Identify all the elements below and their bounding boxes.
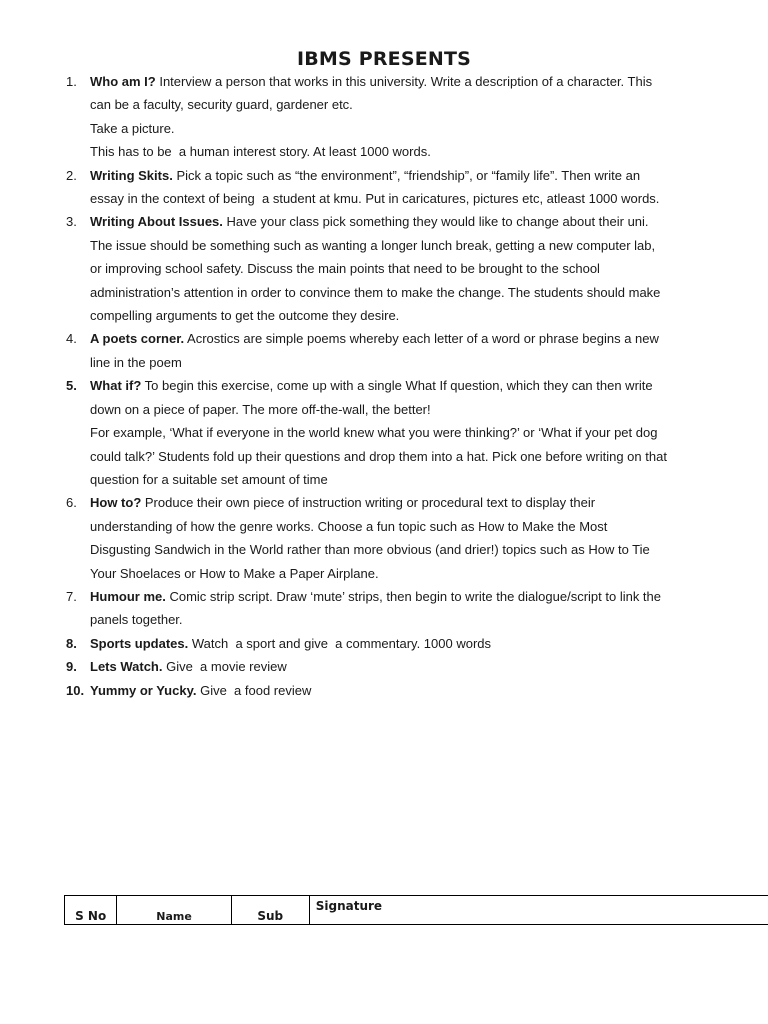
list-item-text: Pick a topic such as “the environment”, “friendship”, or “family life”. Then write an xyxy=(172,167,641,183)
list-item-text: For example, ‘What if everyone in the world knew what you were thinking?’ or ‘What if your pet dog xyxy=(90,425,658,441)
list-item-line xyxy=(90,117,688,140)
list-item-line xyxy=(90,585,688,608)
list-item-text: line in the poem xyxy=(90,354,182,370)
list-item-line xyxy=(90,281,688,304)
list-item-number: 6. xyxy=(66,495,77,511)
list-item-text: panels together. xyxy=(90,612,183,628)
list-item xyxy=(0,679,768,702)
list-item-number: 5. xyxy=(66,378,77,394)
list-item-heading: Writing About Issues. xyxy=(90,214,223,230)
header-sub: Sub xyxy=(231,896,309,925)
list-item-heading: What if? xyxy=(90,378,142,394)
list-item-heading: Humour me. xyxy=(90,588,166,604)
header-signature: Signature xyxy=(309,896,768,925)
signature-table xyxy=(64,895,768,925)
list-item-text: down on a piece of paper. The more off-the-wall, the better! xyxy=(90,401,431,417)
list-item-line xyxy=(90,257,688,280)
list-item-text: Watch a sport and give a commentary. 1000 words xyxy=(188,635,492,651)
list-item-text: Take a picture. xyxy=(90,120,175,136)
list-item xyxy=(0,210,768,327)
list-item-text: administration’s attention in order to convince them to make the change. The students should make xyxy=(90,284,661,300)
list-item-line xyxy=(90,164,688,187)
list-item-line xyxy=(90,93,688,116)
list-item-number: 10. xyxy=(66,682,85,698)
list-item-line xyxy=(90,562,688,585)
list-item-text: Give a movie review xyxy=(162,659,287,675)
list-item-number: 2. xyxy=(66,167,77,183)
list-item-text: can be a faculty, security guard, gardener etc. xyxy=(90,97,353,113)
list-item-line xyxy=(90,679,688,702)
list-item-line xyxy=(90,632,688,655)
list-item xyxy=(0,491,768,585)
list-item-text: could talk?’ Students fold up their questions and drop them into a hat. Pick one before writing on that xyxy=(90,448,667,464)
list-item-number: 9. xyxy=(66,659,77,675)
list-item xyxy=(0,164,768,211)
list-item-text: Interview a person that works in this university. Write a description of a character. This xyxy=(155,74,653,89)
list-item-text: understanding of how the genre works. Choose a fun topic such as How to Make the Most xyxy=(90,518,608,534)
list-item-line xyxy=(90,468,688,491)
list-item-text: compelling arguments to get the outcome they desire. xyxy=(90,308,400,324)
list-item-number: 3. xyxy=(66,214,77,230)
list-item-text: Comic strip script. Draw ‘mute’ strips, then begin to write the dialogue/script to link the xyxy=(165,588,662,604)
list-item-text: To begin this exercise, come up with a single What If question, which they can then write xyxy=(141,378,653,394)
header-name: Name xyxy=(117,896,231,925)
list-item-heading: Who am I? xyxy=(90,74,156,89)
list-item-line xyxy=(90,234,688,257)
list-item-heading: Yummy or Yucky. xyxy=(90,682,197,698)
list-item-number: 1. xyxy=(66,74,77,89)
list-item xyxy=(0,655,768,678)
list-item-line xyxy=(90,538,688,561)
list-item-text: essay in the context of being a student at kmu. Put in caricatures, pictures etc, atleast 1000 words. xyxy=(90,191,660,207)
list-item-number: 8. xyxy=(66,635,77,651)
assignment-list xyxy=(0,70,768,702)
list-item-line xyxy=(90,140,688,163)
list-item-line xyxy=(90,515,688,538)
list-item-text: Give a food review xyxy=(196,682,312,698)
list-item-heading: Writing Skits. xyxy=(90,167,173,183)
page-title: IBMS PRESENTS xyxy=(296,48,472,70)
list-item-line xyxy=(90,210,688,233)
list-item-text: Disgusting Sandwich in the World rather than more obvious (and drier!) topics such as How to Tie xyxy=(90,542,650,558)
list-item-line xyxy=(90,398,688,421)
list-item-number: 4. xyxy=(66,331,77,347)
list-item-line xyxy=(90,70,688,93)
list-item-heading: Sports updates. xyxy=(90,635,189,651)
list-item-line xyxy=(90,421,688,444)
list-item-text: Your Shoelaces or How to Make a Paper Airplane. xyxy=(90,565,379,581)
list-item-text: or improving school safety. Discuss the main points that need to be brought to the school xyxy=(90,261,600,277)
header-s-no: S No xyxy=(65,896,117,925)
list-item-line xyxy=(90,351,688,374)
list-item-text: Have your class pick something they would like to change about their uni. xyxy=(222,214,649,230)
list-item-line xyxy=(90,655,688,678)
list-item xyxy=(0,585,768,632)
list-item-line xyxy=(90,304,688,327)
list-item-text: Acrostics are simple poems whereby each letter of a word or phrase begins a new xyxy=(184,331,659,347)
list-item-heading: How to? xyxy=(90,495,142,511)
list-item xyxy=(0,374,768,491)
list-item-line xyxy=(90,374,688,397)
list-item-text: Produce their own piece of instruction writing or procedural text to display their xyxy=(141,495,596,511)
table-header-row xyxy=(65,896,768,925)
list-item xyxy=(0,632,768,655)
list-item-text: This has to be a human interest story. At least 1000 words. xyxy=(90,144,431,160)
list-item-heading: A poets corner. xyxy=(90,331,185,347)
list-item-text: The issue should be something such as wanting a longer lunch break, getting a new computer lab, xyxy=(90,237,656,253)
list-item-line xyxy=(90,187,688,210)
list-item-text: question for a suitable set amount of time xyxy=(90,471,328,487)
list-item-line xyxy=(90,445,688,468)
list-item xyxy=(0,327,768,374)
list-item-number: 7. xyxy=(66,588,77,604)
list-item-heading: Lets Watch. xyxy=(90,659,163,675)
list-item xyxy=(0,70,768,164)
list-item-line xyxy=(90,608,688,631)
list-item-line xyxy=(90,491,688,514)
list-item-line xyxy=(90,327,688,350)
